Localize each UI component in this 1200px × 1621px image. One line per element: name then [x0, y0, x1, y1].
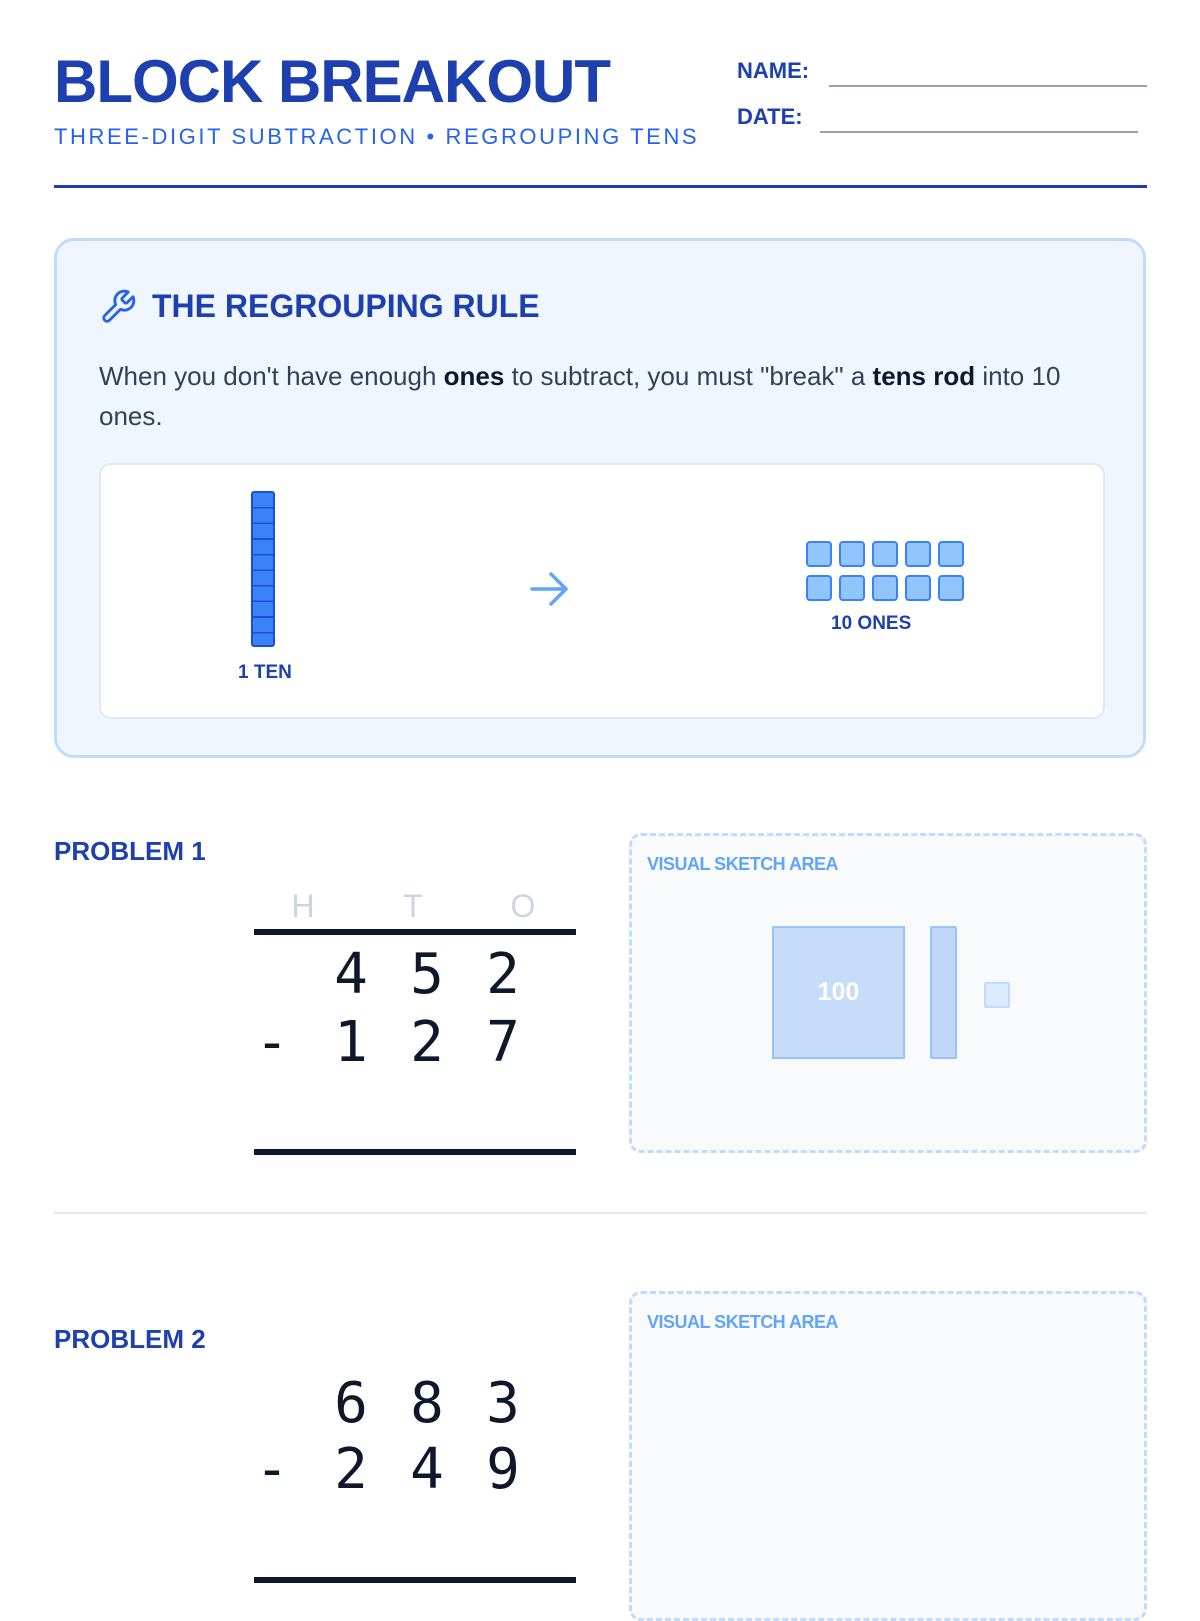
- problem-1-top-ones: 2: [486, 942, 520, 1007]
- regrouping-visual: [99, 463, 1105, 719]
- tens-rod: [251, 491, 275, 647]
- ones-header: O: [510, 888, 536, 924]
- problem-2-top-hundreds: 6: [334, 1371, 368, 1436]
- ones-caption: 10 ONES: [831, 613, 912, 634]
- problem-2-label: PROBLEM 2: [54, 1324, 206, 1354]
- ones-cube: [839, 541, 865, 567]
- problem-2-top-tens: 8: [410, 1371, 444, 1436]
- date-field[interactable]: [820, 131, 1138, 133]
- problem-2-bottom-hundreds: 2: [334, 1437, 368, 1502]
- problem-2-bottom-ones: 9: [486, 1437, 520, 1502]
- problem-1-bottom-ones: 7: [486, 1010, 520, 1075]
- hundreds-flat-label: 100: [817, 978, 860, 1006]
- wrench-icon: [99, 288, 137, 326]
- date-label: DATE:: [737, 104, 803, 129]
- ones-cube: [905, 541, 931, 567]
- regrouping-rule-card: [54, 238, 1146, 758]
- problem-2-operator: -: [255, 1437, 289, 1502]
- problem-1-top-tens: 5: [410, 942, 444, 1007]
- ones-cube: [806, 575, 832, 601]
- hundreds-header: H: [291, 888, 315, 924]
- worksheet-header: [54, 0, 1147, 188]
- rule-description: When you don't have enough ones to subtract, you must "break" a tens rod into 10 ones.: [99, 361, 1061, 431]
- arrow-right-icon: [529, 569, 571, 609]
- ten-caption: 1 TEN: [238, 662, 292, 683]
- problem-2-answer-line[interactable]: [254, 1577, 576, 1583]
- ones-cube-sketch: [984, 982, 1010, 1008]
- tens-rod-sketch: [930, 926, 957, 1059]
- ones-cube: [938, 575, 964, 601]
- worksheet-subtitle: THREE-DIGIT SUBTRACTION • REGROUPING TENS: [54, 124, 700, 149]
- problem-1-bottom-tens: 2: [410, 1010, 444, 1075]
- problem-2-sketch-area[interactable]: [629, 1291, 1147, 1621]
- problem-1-top-bar: [254, 929, 576, 935]
- ones-cube: [872, 575, 898, 601]
- sketch-area-label: VISUAL SKETCH AREA: [647, 854, 839, 874]
- problem-1-top-hundreds: 4: [334, 942, 368, 1007]
- ones-cubes: [806, 541, 964, 601]
- name-field[interactable]: [829, 85, 1147, 87]
- rule-heading: THE REGROUPING RULE: [152, 288, 540, 324]
- problem-2-bottom-tens: 4: [410, 1437, 444, 1502]
- ones-cube: [839, 575, 865, 601]
- problem-1-label: PROBLEM 1: [54, 836, 206, 866]
- worksheet-title: BLOCK BREAKOUT: [54, 48, 610, 115]
- problem-1-operator: -: [255, 1010, 289, 1075]
- problem-1-bottom-hundreds: 1: [334, 1010, 368, 1075]
- hundreds-flat: [772, 926, 905, 1059]
- problem-2-top-ones: 3: [486, 1371, 520, 1436]
- ones-cube: [806, 541, 832, 567]
- problem-1-answer-line[interactable]: [254, 1149, 576, 1155]
- ones-cube: [938, 541, 964, 567]
- ones-cube: [872, 541, 898, 567]
- name-label: NAME:: [737, 58, 810, 83]
- problem-1-sketch-area[interactable]: [629, 833, 1147, 1153]
- problem-divider: [54, 1212, 1147, 1214]
- tens-header: T: [403, 888, 423, 924]
- ones-cube: [905, 575, 931, 601]
- sketch-area-label: VISUAL SKETCH AREA: [647, 1312, 839, 1332]
